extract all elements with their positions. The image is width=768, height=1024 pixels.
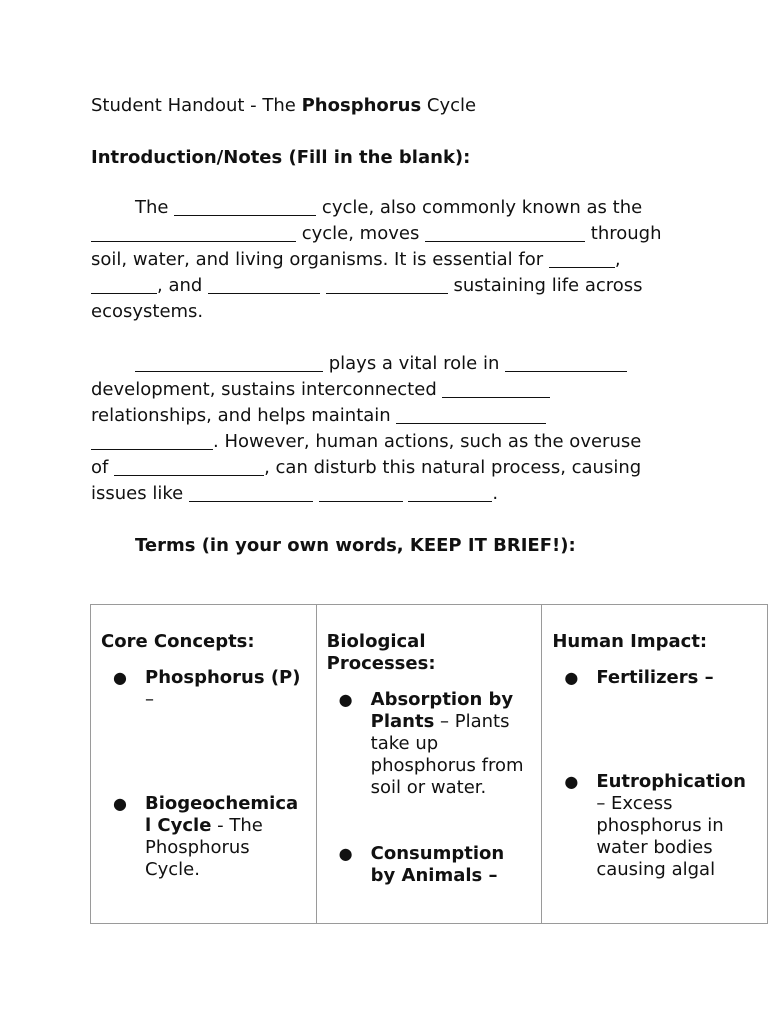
bullet-icon: ●	[338, 690, 353, 709]
fill-blank[interactable]	[408, 483, 492, 502]
fill-blank[interactable]	[114, 457, 264, 476]
fill-blank[interactable]	[91, 275, 157, 294]
bullet-icon: ●	[564, 772, 579, 791]
intro-paragraph-1: The cycle, also commonly known as the cycle, moves through soil, water, and living organisms. It is essential for , , and sustaining life across ecosystems.	[91, 197, 662, 322]
fill-blank[interactable]	[208, 275, 320, 294]
terms-column-core-concepts	[91, 605, 317, 924]
bullet-icon: ●	[113, 794, 127, 813]
column-heading: Core Concepts:	[101, 631, 255, 652]
title-suffix: Cycle	[421, 95, 477, 116]
handout-title	[91, 93, 476, 119]
title-prefix: Student Handout - The	[91, 95, 302, 116]
term-item: ● Fertilizers –	[564, 667, 714, 688]
term-item: ● Absorption by Plants – Plants take up phosphorus from soil or water.	[338, 689, 524, 798]
fill-blank[interactable]	[549, 249, 615, 268]
bullet-icon: ●	[338, 844, 353, 863]
column-heading: Human Impact:	[552, 631, 708, 652]
title-bold-word: Phosphorus	[301, 95, 422, 116]
term-item: ● Eutrophication – Excess phosphorus in water bodies causing algal	[564, 771, 746, 880]
terms-table	[90, 604, 768, 924]
term-item: ● Phosphorus (P) –	[113, 667, 301, 710]
fill-blank[interactable]	[135, 353, 323, 372]
column-heading: Biological Processes:	[326, 631, 436, 674]
fill-blank[interactable]	[326, 275, 448, 294]
fill-blank[interactable]	[396, 405, 546, 424]
bullet-icon: ●	[564, 668, 579, 687]
intro-heading: Introduction/Notes (Fill in the blank):	[91, 147, 471, 168]
fill-blank[interactable]	[91, 431, 213, 450]
term-item: ● Consumption by Animals –	[338, 843, 505, 886]
terms-column-biological-processes	[316, 605, 542, 924]
fill-blank[interactable]	[189, 483, 313, 502]
fill-blank[interactable]	[319, 483, 403, 502]
terms-column-human-impact	[542, 605, 768, 924]
fill-blank[interactable]	[91, 223, 296, 242]
fill-blank[interactable]	[442, 379, 550, 398]
fill-blank[interactable]	[505, 353, 627, 372]
intro-paragraph-2: plays a vital role in development, sustains interconnected relationships, and helps maintain . However, human actions, such as the overuse of , can disturb this natural process, causing issues like .	[91, 353, 642, 504]
fill-blank[interactable]	[425, 223, 585, 242]
terms-heading: Terms (in your own words, KEEP IT BRIEF!):	[135, 535, 576, 556]
fill-blank[interactable]	[174, 197, 316, 216]
term-item: ● Biogeochemica l Cycle - The Phosphorus Cycle.	[113, 793, 299, 880]
bullet-icon: ●	[113, 668, 127, 687]
